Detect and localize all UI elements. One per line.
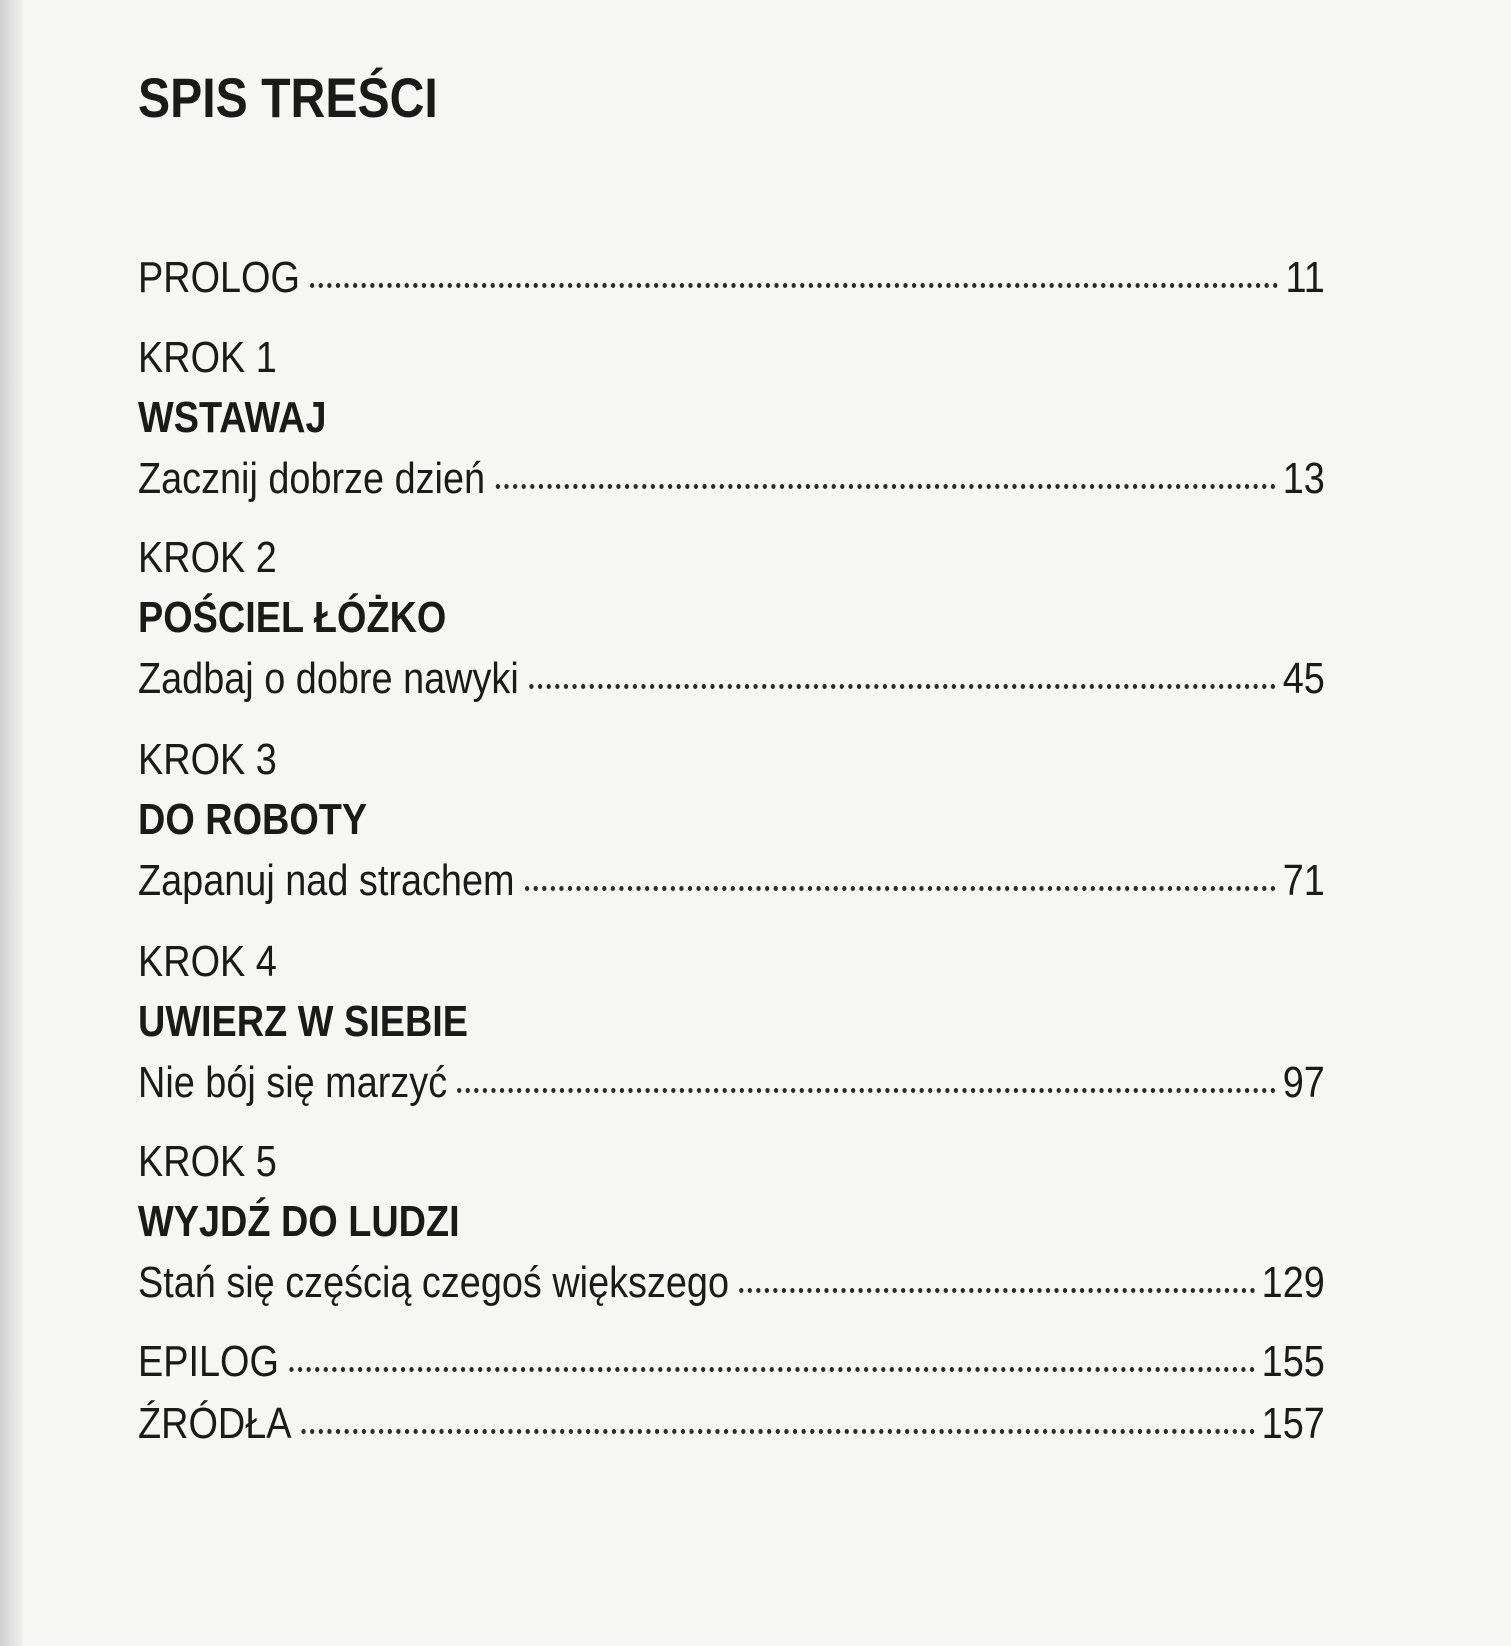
- chapter-heading: POŚCIEL ŁÓŻKO: [138, 593, 447, 642]
- dot-leader: [457, 1088, 1275, 1093]
- chapter-heading: DO ROBOTY: [138, 795, 368, 844]
- toc-entry-chapter: [138, 653, 1325, 705]
- page-number: 157: [1261, 1399, 1325, 1448]
- page-number: 97: [1282, 1058, 1325, 1107]
- entry-label: Nie bój się marzyć: [138, 1058, 448, 1107]
- step-number: KROK 5: [138, 1137, 277, 1186]
- toc-entry-chapter: [138, 1257, 1325, 1309]
- entry-label: EPILOG: [138, 1337, 279, 1386]
- chapter-heading: WSTAWAJ: [138, 393, 327, 442]
- entry-label: PROLOG: [138, 253, 300, 302]
- dot-leader: [495, 484, 1275, 489]
- step-number: KROK 4: [138, 937, 277, 986]
- page-title: SPIS TREŚCI: [138, 66, 438, 129]
- chapter-heading: UWIERZ W SIEBIE: [138, 997, 469, 1046]
- toc-entry-chapter: [138, 1057, 1325, 1109]
- toc-entry-sources: [138, 1398, 1325, 1450]
- page-number: 129: [1261, 1258, 1325, 1307]
- dot-leader: [302, 1429, 1255, 1434]
- entry-label: Zadbaj o dobre nawyki: [138, 654, 519, 703]
- entry-label: Zapanuj nad strachem: [138, 856, 515, 905]
- dot-leader: [310, 283, 1278, 288]
- page-number: 155: [1261, 1337, 1325, 1386]
- step-number: KROK 2: [138, 533, 277, 582]
- dot-leader: [525, 886, 1276, 891]
- step-number: KROK 1: [138, 333, 277, 382]
- entry-label: ŹRÓDŁA: [138, 1399, 292, 1448]
- page-binding-edge: [0, 0, 22, 1646]
- page-number: 13: [1282, 454, 1325, 503]
- dot-leader: [289, 1367, 1255, 1372]
- entry-label: Zacznij dobrze dzień: [138, 454, 486, 503]
- page-number: 11: [1285, 253, 1325, 302]
- entry-label: Stań się częścią czegoś większego: [138, 1258, 730, 1307]
- chapter-heading: WYJDŹ DO LUDZI: [138, 1197, 460, 1246]
- toc-entry-epilog: [138, 1336, 1325, 1388]
- toc-entry-chapter: [138, 855, 1325, 907]
- page-number: 71: [1282, 856, 1325, 905]
- step-number: KROK 3: [138, 735, 277, 784]
- page-number: 45: [1282, 654, 1325, 703]
- toc-entry-prolog: [138, 252, 1325, 304]
- toc-entry-chapter: [138, 453, 1325, 505]
- dot-leader: [529, 684, 1276, 689]
- dot-leader: [739, 1288, 1254, 1293]
